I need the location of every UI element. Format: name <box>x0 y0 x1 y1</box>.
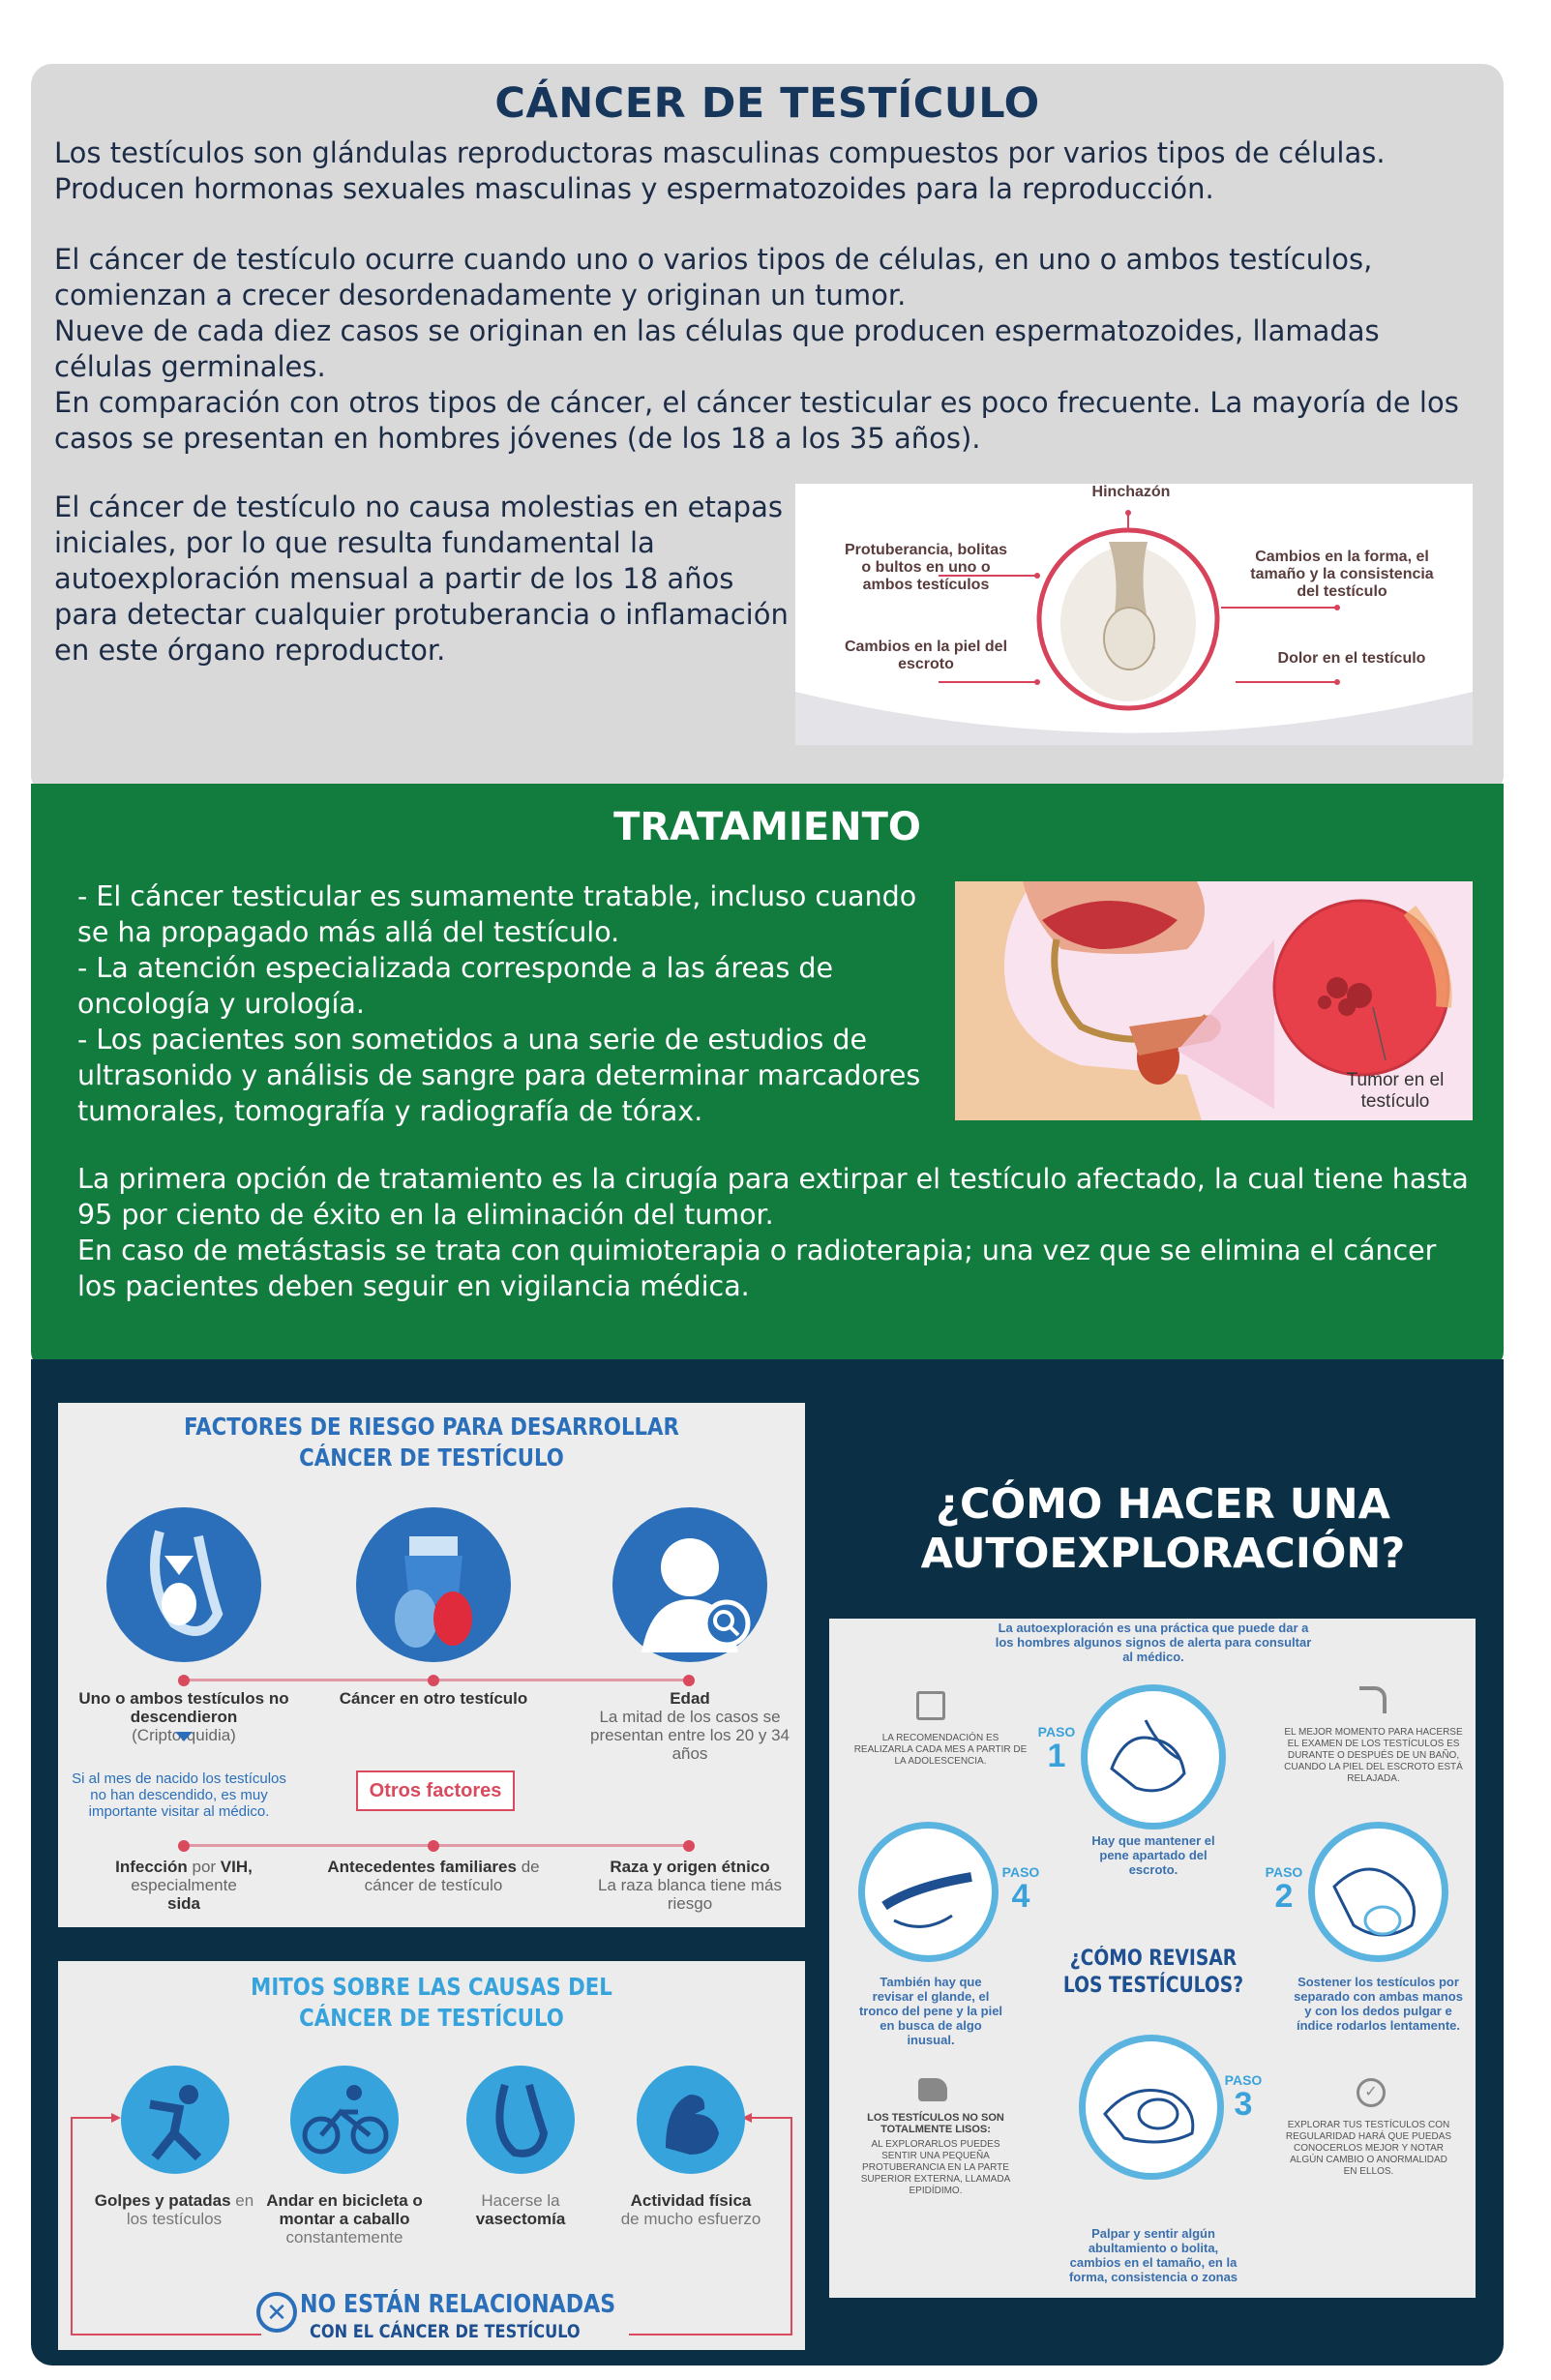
hand-icon <box>918 2078 947 2101</box>
down-arrow-icon <box>175 1732 193 1741</box>
treatment-title: TRATAMIENTO <box>613 805 921 849</box>
risk-dot <box>683 1675 695 1686</box>
risk-dot <box>178 1840 190 1852</box>
paso-4: PASO 4 <box>1001 1864 1040 1915</box>
selfexam-intro: La autoexploración es una práctica que puede dar a los hombres algunos signos de alerta para consultar al médico. <box>995 1621 1312 1664</box>
risk-factor-ethnicity: Raza y origen étnico La raza blanca tiene más riesgo <box>598 1858 782 1913</box>
symptom-swelling: Hinchazón <box>1091 484 1171 500</box>
intro-section <box>31 64 1504 791</box>
tumor-label: Tumor en el testículo <box>1346 1070 1445 1112</box>
tumor-illustration <box>955 881 1473 1120</box>
symptoms-illustration <box>795 484 1473 745</box>
step-2-text: Sostener los testículos por separado con ambas manos y con los dedos pulgar e índice rodarlos lentamente. <box>1294 1975 1463 2033</box>
note-best-moment: EL MEJOR MOMENTO PARA HACERSE EL EXAMEN DE LOS TESTÍCULOS ES DURANTE O DESPUÉS DE UN BAÑO, CUANDO LA PIEL DEL ESCROTO ESTÁ RELAJADA. <box>1284 1727 1463 1784</box>
x-icon: ✕ <box>256 2292 297 2333</box>
myths-footer-2: CON EL CÁNCER DE TESTÍCULO <box>310 2321 581 2342</box>
other-factors-badge: Otros factores <box>356 1770 515 1811</box>
shower-icon <box>1359 1686 1387 1713</box>
step-4-circle <box>858 1822 999 1962</box>
myth-bicycle: Andar en bicicleta o montar a caballo constantemente <box>266 2191 423 2246</box>
testicle-cancer-icon <box>356 1507 511 1662</box>
age-icon <box>612 1507 767 1662</box>
symptom-pain: Dolor en el testículo <box>1277 650 1426 667</box>
criptorquidia-note: Si al mes de nacido los testículos no han descendido, es muy importante visitar al médico. <box>72 1770 286 1820</box>
symptoms-graphic <box>795 484 1473 745</box>
paso-1: PASO 1 <box>1037 1724 1076 1774</box>
kick-icon <box>121 2066 229 2174</box>
risk-factor-criptorquidia: Uno o ambos testículos no descendieron (Criptorquidia) <box>78 1689 289 1744</box>
step-1-circle <box>1081 1684 1226 1830</box>
myths-title-1: MITOS SOBRE LAS CAUSAS DEL <box>251 1973 612 2001</box>
myths-card <box>58 1961 805 2350</box>
bicycle-icon <box>290 2066 399 2174</box>
myths-footer-1: NO ESTÁN RELACIONADAS <box>300 2290 616 2319</box>
note-not-smooth-title: LOS TESTÍCULOS NO SON TOTALMENTE LISOS: <box>867 2112 1004 2135</box>
paso-3: PASO 3 <box>1224 2072 1263 2123</box>
treatment-item: - Los pacientes son sometidos a una serie de estudios de ultrasonido y análisis de sangre para determinar marcadores tumorales, tomografía y radiografía de tórax. <box>77 1024 921 1127</box>
risk-dot <box>178 1675 190 1686</box>
treatment-item: - La atención especializada corresponde a las áreas de oncología y urología. <box>77 952 834 1020</box>
step-2-circle <box>1308 1822 1448 1962</box>
selfexam-card <box>829 1619 1476 2298</box>
risk-factors-card <box>58 1403 805 1927</box>
intro-paragraph-3: El cáncer de testículo no causa molestias en etapas iniciales, por lo que resulta fundamental la autoexploración mensual a partir de los 18 años para detectar cualquier protuberancia o inflamación en este órgano reproductor. <box>54 491 789 667</box>
symptom-shape-changes: Cambios en la forma, el tamaño y la consistencia del testículo <box>1250 549 1434 600</box>
note-monthly: LA RECOMENDACIÓN ES REALIZARLA CADA MES A PARTIR DE LA ADOLESCENCIA. <box>853 1733 1028 1767</box>
myth-kicks: Golpes y patadas en los testículos <box>94 2191 254 2228</box>
step-3-text: Palpar y sentir algún abultamiento o bolita, cambios en el tamaño, en la forma, consistencia o zonas <box>1068 2226 1238 2284</box>
risk-title-1: FACTORES DE RIESGO PARA DESARROLLAR <box>184 1413 679 1441</box>
step-3-circle <box>1079 2035 1224 2180</box>
treatment-section <box>31 784 1504 1369</box>
how-to-check-title: ¿CÓMO REVISAR LOS TESTÍCULOS? <box>1062 1947 1244 1998</box>
treatment-paragraph: La primera opción de tratamiento es la cirugía para extirpar el testículo afectado, la cual tiene hasta 95 por ciento de éxito en la eliminación del tumor. En caso de metástasis se trata con quimioterapia o radioterapia; una vez que se elimina el cáncer los pacientes deben seguir en vigilancia médica. <box>77 1163 1469 1302</box>
strong-arm-icon <box>637 2066 745 2174</box>
risk-factor-vih: Infección por VIH, especialmente sida <box>115 1858 253 1913</box>
myth-physical-activity: Actividad física de mucho esfuerzo <box>620 2191 761 2228</box>
risk-dot <box>683 1840 695 1852</box>
main-title: CÁNCER DE TESTÍCULO <box>494 79 1040 128</box>
selfexam-heading: ¿CÓMO HACER UNA AUTOEXPLORACIÓN? <box>920 1480 1406 1578</box>
risk-dot <box>428 1675 439 1686</box>
undescended-testicle-icon <box>106 1507 261 1662</box>
symptom-skin-changes: Cambios en la piel del escroto <box>844 639 1008 672</box>
risk-and-selfexam-section <box>31 1359 1504 2365</box>
paso-2: PASO 2 <box>1265 1864 1303 1915</box>
vasectomy-icon <box>466 2066 575 2174</box>
intro-paragraph-2: El cáncer de testículo ocurre cuando uno o varios tipos de células, en uno o ambos testículos, comienzan a crecer desordenadamente y originan un tumor. Nueve de cada diez casos se originan en las células que producen espermatozoides, llamadas células germinales. En comparación con otros tipos de cáncer, el cáncer testicular es poco frecuente. La mayoría de los casos se presentan en hombres jóvenes (de los 18 a los 35 años). <box>54 243 1459 455</box>
myth-vasectomy: Hacerse la vasectomía <box>475 2191 566 2228</box>
step-4-text: También hay que revisar el glande, el tronco del pene y la piel en busca de algo inusual. <box>858 1975 1003 2047</box>
treatment-list <box>77 878 948 1129</box>
risk-dot <box>428 1840 439 1852</box>
calendar-icon <box>916 1691 945 1720</box>
note-regularly: EXPLORAR TUS TESTÍCULOS CON REGULARIDAD HARÁ QUE PUEDAS CONOCERLOS MEJOR Y NOTAR ALGÚN CAMBIO O ANORMALIDAD EN ELLOS. <box>1285 2120 1452 2177</box>
intro-paragraph-1: Los testículos son glándulas reproductoras masculinas compuestos por varios tipos de células. Producen hormonas sexuales masculinas y espermatozoides para la reproducción. <box>54 136 1386 205</box>
treatment-item: - El cáncer testicular es sumamente tratable, incluso cuando se ha propagado más allá del testículo. <box>77 880 917 948</box>
symptom-lumps: Protuberancia, bolitas o bultos en uno o ambos testículos <box>844 542 1008 593</box>
note-not-smooth: AL EXPLORARLOS PUEDES SENTIR UNA PEQUEÑA PROTUBERANCIA EN LA PARTE SUPERIOR EXTERNA, LLAMADA EPIDÍDIMO. <box>860 2139 1011 2196</box>
step-1-text: Hay que mantener el pene apartado del escroto. <box>1091 1833 1215 1877</box>
check-icon: ✓ <box>1357 2078 1386 2107</box>
risk-factor-family-history: Antecedentes familiares de cáncer de testículo <box>327 1858 540 1894</box>
risk-factor-other-testicle: Cáncer en otro testículo <box>339 1689 528 1708</box>
myths-title-2: CÁNCER DE TESTÍCULO <box>299 2004 564 2032</box>
risk-title-2: CÁNCER DE TESTÍCULO <box>299 1443 564 1472</box>
risk-factor-age: Edad La mitad de los casos se presentan entre los 20 y 34 años <box>589 1689 790 1763</box>
